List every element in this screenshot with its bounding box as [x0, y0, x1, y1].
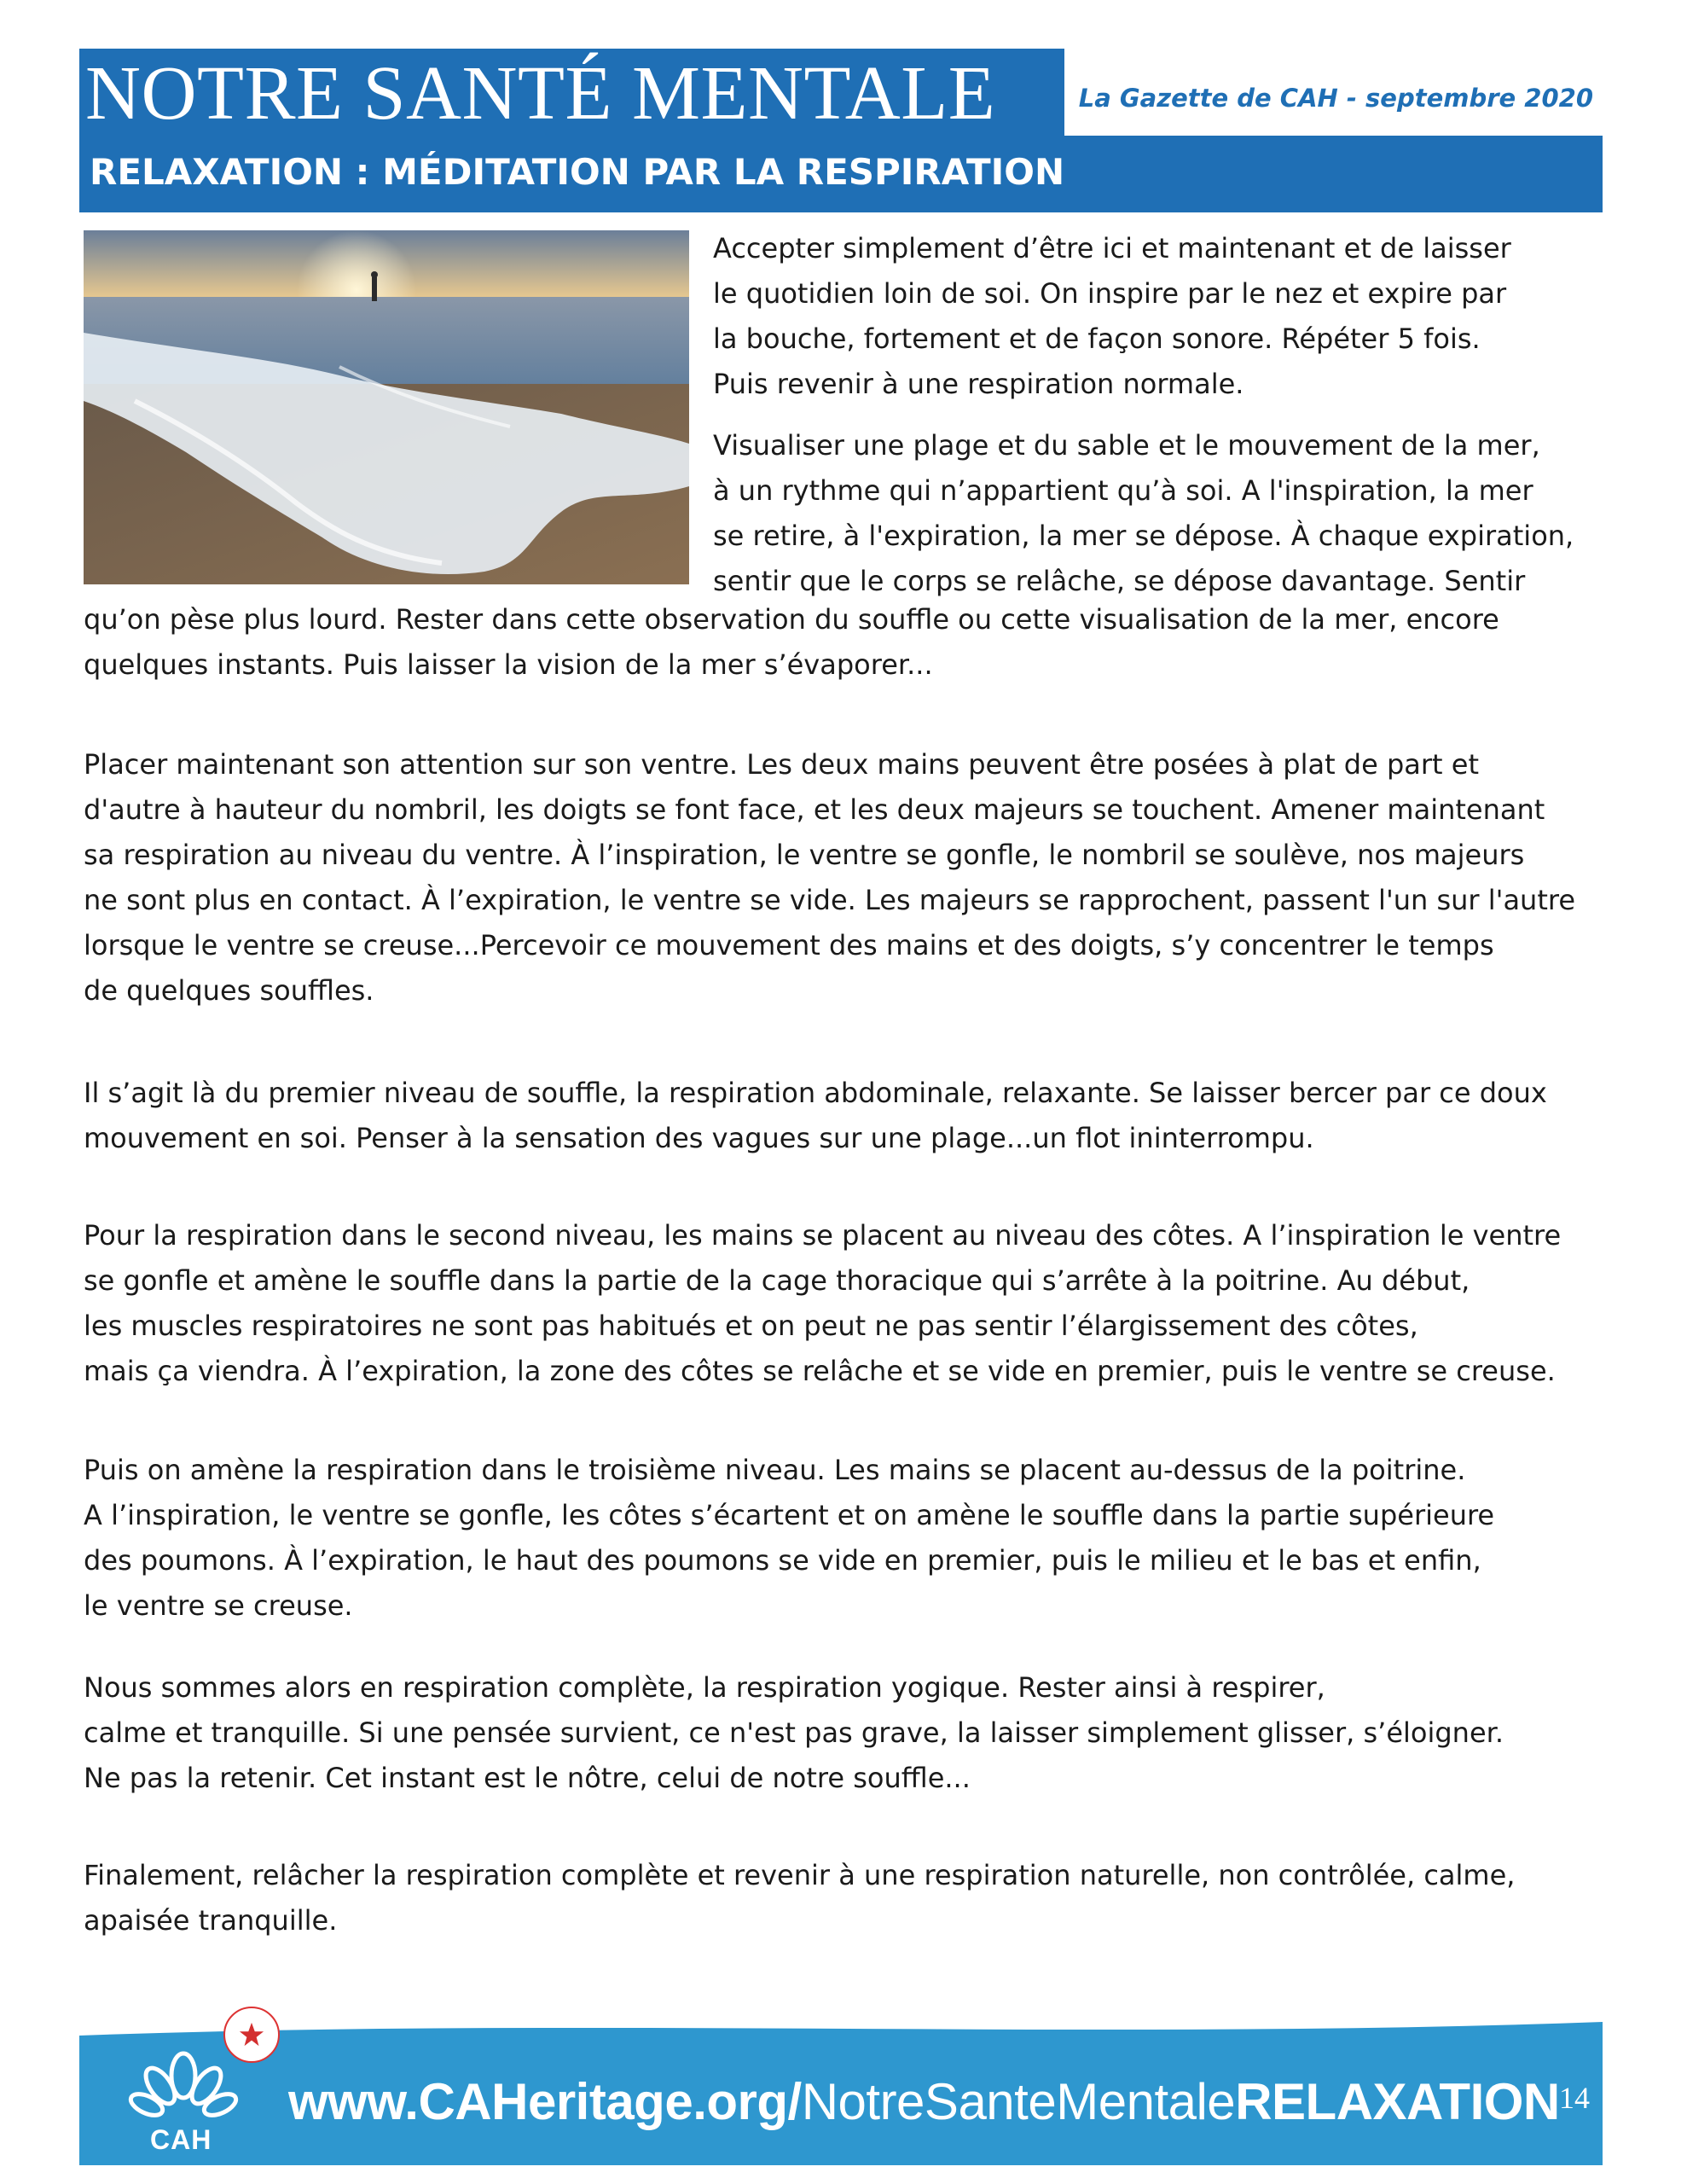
text-line: lorsque le ventre se creuse...Percevoir ce mouvement des mains et des doigts, s’y concentrer le temps: [84, 929, 1494, 961]
text-line: Nous sommes alors en respiration complète, la respiration yogique. Rester ainsi à respirer,: [84, 1671, 1325, 1704]
text-line: Pour la respiration dans le second niveau, les mains se placent au niveau des côtes. A l’inspiration le ventre: [84, 1219, 1562, 1252]
text-line: Visualiser une plage et du sable et le mouvement de la mer,: [713, 429, 1540, 462]
troisieme-niveau-paragraph: [84, 1448, 1494, 1629]
text-line: mouvement en soi. Penser à la sensation des vagues sur une plage...un flot ininterrompu.: [84, 1122, 1314, 1154]
text-line: d'autre à hauteur du nombril, les doigts se font face, et les deux majeurs se touchent. Amener maintenant: [84, 793, 1545, 826]
url-section: RELAXATION: [1235, 2073, 1560, 2130]
text-line: Finalement, relâcher la respiration complète et revenir à une respiration naturelle, non contrôlée, calme,: [84, 1859, 1516, 1891]
cah-logo-text: CAH: [150, 2124, 212, 2155]
visualize-paragraph-full: [84, 597, 1499, 688]
text-line: la bouche, fortement et de façon sonore. Répéter 5 fois.: [713, 322, 1481, 355]
intro-paragraph: [713, 226, 1511, 407]
beach-photo: [84, 230, 689, 584]
text-line: Puis revenir à une respiration normale.: [713, 368, 1244, 400]
final-paragraph: [84, 1853, 1515, 1943]
second-niveau-paragraph: [84, 1213, 1561, 1394]
text-line: se retire, à l'expiration, la mer se dépose. À chaque expiration,: [713, 520, 1574, 552]
text-line: le ventre se creuse.: [84, 1589, 353, 1622]
text-line: ne sont plus en contact. À l’expiration, le ventre se vide. Les majeurs se rapprochent, passent l'un sur l'autre: [84, 884, 1576, 916]
text-line: mais ça viendra. À l’expiration, la zone des côtes se relâche et se vide en premier, puis le ventre se creuse.: [84, 1355, 1556, 1387]
page-number: 14: [1559, 2081, 1590, 2115]
text-line: Accepter simplement d’être ici et maintenant et de laisser: [713, 232, 1511, 264]
text-line: qu’on pèse plus lourd. Rester dans cette observation du souffle ou cette visualisation de la mer, encore: [84, 603, 1499, 636]
text-line: apaisée tranquille.: [84, 1904, 338, 1937]
text-line: se gonfle et amène le souffle dans la partie de la cage thoracique qui s’arrête à la poitrine. Au début,: [84, 1264, 1470, 1297]
text-line: A l’inspiration, le ventre se gonfle, les côtes s’écartent et on amène le souffle dans la partie supérieure: [84, 1499, 1495, 1531]
url-domain: www.CAHeritage.org/: [288, 2073, 802, 2130]
text-line: des poumons. À l’expiration, le haut des poumons se vide en premier, puis le milieu et le bas et enfin,: [84, 1544, 1481, 1577]
text-line: le quotidien loin de soi. On inspire par le nez et expire par: [713, 277, 1507, 310]
text-line: quelques instants. Puis laisser la vision de la mer s’évaporer...: [84, 648, 933, 681]
text-line: les muscles respiratoires ne sont pas habitués et on peut ne pas sentir l’élargissement des côtes,: [84, 1310, 1418, 1342]
text-line: sa respiration au niveau du ventre. À l’inspiration, le ventre se gonfle, le nombril se soulève, nos majeurs: [84, 839, 1525, 871]
text-line: Puis on amène la respiration dans le troisième niveau. Les mains se placent au-dessus de la poitrine.: [84, 1454, 1466, 1486]
page-title: NOTRE SANTÉ MENTALE: [85, 51, 996, 136]
text-line: de quelques souffles.: [84, 974, 374, 1007]
ventre-paragraph: [84, 742, 1575, 1014]
text-line: calme et tranquille. Si une pensée survient, ce n'est pas grave, la laisser simplement glisser, s’éloigner.: [84, 1716, 1504, 1749]
text-line: Il s’agit là du premier niveau de souffle, la respiration abdominale, relaxante. Se laisser bercer par ce doux: [84, 1077, 1547, 1109]
footer-wave-decoration: [79, 2015, 1603, 2049]
text-line: à un rythme qui n’appartient qu’à soi. A l'inspiration, la mer: [713, 474, 1533, 507]
premier-niveau-paragraph: [84, 1071, 1547, 1161]
url-path: NotreSanteMentale: [801, 2073, 1236, 2130]
article-subtitle: RELAXATION : MÉDITATION PAR LA RESPIRATION: [90, 151, 1065, 193]
gazette-issue-label: La Gazette de CAH - septembre 2020: [1078, 84, 1593, 113]
footer-url-link[interactable]: [288, 2068, 1560, 2136]
respiration-complete-paragraph: [84, 1665, 1504, 1801]
text-line: sentir que le corps se relâche, se dépose davantage. Sentir: [713, 565, 1526, 597]
text-line: Ne pas la retenir. Cet instant est le nôtre, celui de notre souffle...: [84, 1762, 971, 1794]
text-line: Placer maintenant son attention sur son ventre. Les deux mains peuvent être posées à plat de part et: [84, 748, 1479, 781]
visualize-paragraph-wrapped: [713, 423, 1574, 604]
